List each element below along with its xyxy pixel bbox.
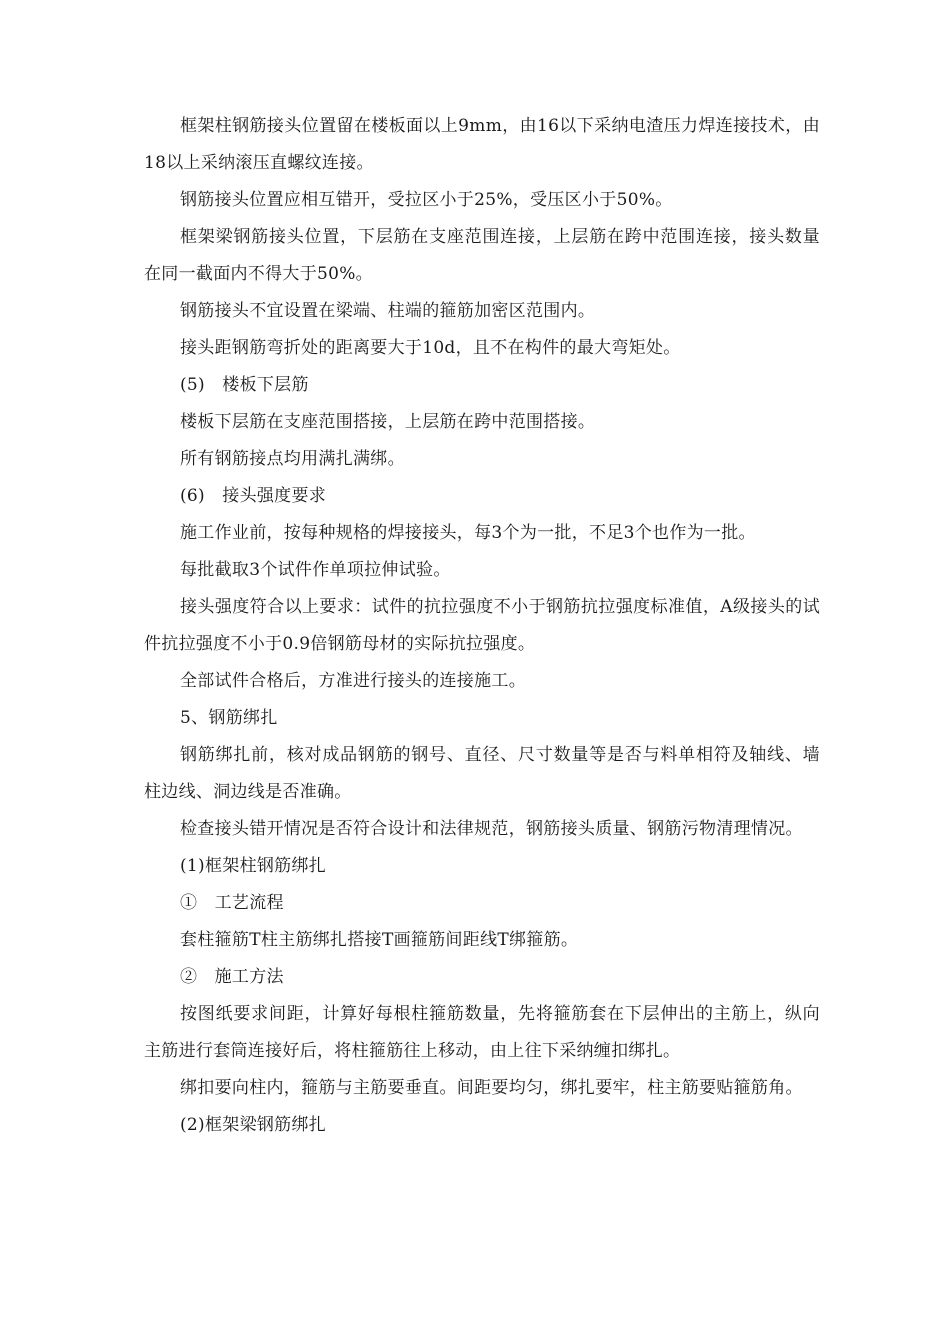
section-heading-5: (5) 楼板下层筋 (180, 375, 309, 395)
paragraph-4: 钢筋接头不宜设置在梁端、柱端的箍筋加密区范围内。 (180, 301, 596, 321)
paragraph-15: 钢筋绑扎前，核对成品钢筋的钢号、直径、尺寸数量等是否与料单相符及轴线、墙柱边线、洞边线是否准确。 (144, 745, 820, 802)
paragraph-22: 绑扣要向柱内，箍筋与主筋要垂直。间距要均匀，绑扎要牢，柱主筋要贴箍筋角。 (180, 1078, 803, 1098)
paragraph-3: 框架梁钢筋接头位置，下层筋在支座范围连接，上层筋在跨中范围连接，接头数量在同一截面内不得大于50%。 (144, 227, 820, 284)
paragraph-2: 钢筋接头位置应相互错开，受拉区小于25%，受压区小于50%。 (180, 190, 673, 210)
paragraph-11: 每批截取3个试件作单项拉伸试验。 (180, 560, 451, 580)
paragraph-21: 按图纸要求间距，计算好每根柱箍筋数量，先将箍筋套在下层伸出的主筋上，纵向主筋进行套筒连接好后，将柱箍筋往上移动，由上往下采纳缠扣绑扎。 (144, 1004, 820, 1061)
paragraph-19: 套柱箍筋T柱主筋绑扎搭接T画箍筋间距线T绑箍筋。 (180, 930, 579, 950)
paragraph-1: 框架柱钢筋接头位置留在楼板面以上9mm，由16以下采纳电渣压力焊连接技术，由18以上采纳滚压直螺纹连接。 (144, 116, 820, 173)
subheading-construction-method: ② 施工方法 (180, 967, 284, 987)
paragraph-8: 所有钢筋接点均用满扎满绑。 (180, 449, 405, 469)
subheading-process-flow: ① 工艺流程 (180, 893, 284, 913)
subheading-beam-binding: (2)框架梁钢筋绑扎 (180, 1115, 327, 1135)
paragraph-7: 楼板下层筋在支座范围搭接，上层筋在跨中范围搭接。 (180, 412, 596, 432)
paragraph-10: 施工作业前，按每种规格的焊接接头，每3个为一批，不足3个也作为一批。 (180, 523, 756, 543)
paragraph-12: 接头强度符合以上要求：试件的抗拉强度不小于钢筋抗拉强度标准值，A级接头的试件抗拉强度不小于0.9倍钢筋母材的实际抗拉强度。 (144, 597, 820, 654)
subheading-column-binding: (1)框架柱钢筋绑扎 (180, 856, 327, 876)
paragraph-13: 全部试件合格后，方准进行接头的连接施工。 (180, 671, 526, 691)
section-heading-rebar-binding: 5、钢筋绑扎 (180, 708, 278, 728)
paragraph-5: 接头距钢筋弯折处的距离要大于10d，且不在构件的最大弯矩处。 (180, 338, 681, 358)
section-heading-6: (6) 接头强度要求 (180, 486, 327, 506)
paragraph-16: 检查接头错开情况是否符合设计和法律规范，钢筋接头质量、钢筋污物清理情况。 (180, 819, 803, 839)
